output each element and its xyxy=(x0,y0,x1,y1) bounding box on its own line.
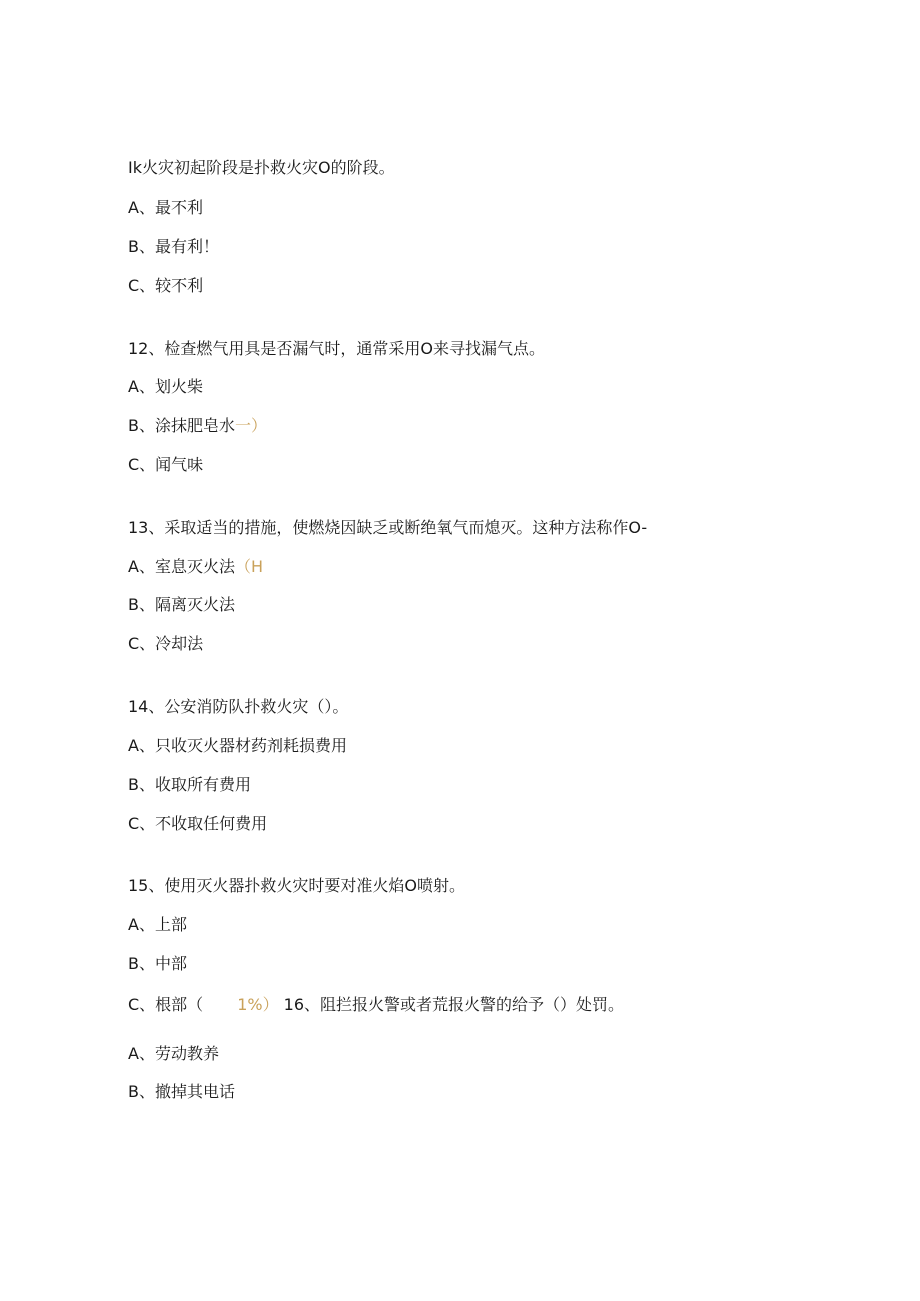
question-11-option-b: B、最有利！ xyxy=(128,237,219,256)
question-15-option-c-line xyxy=(128,995,624,1015)
question-12-option-b-line xyxy=(128,416,267,436)
question-14-stem: 14、公安消防队扑救火灾（）。 xyxy=(128,697,349,716)
question-12-option-b: B、涂抹肥皂水 xyxy=(128,416,235,435)
question-15-answer-mark: 1%） xyxy=(237,995,279,1014)
question-13-option-a: A、室息灭火法 xyxy=(128,557,235,576)
question-12-answer-mark: 一） xyxy=(234,416,267,435)
question-13-answer-mark: （H xyxy=(234,557,263,576)
question-11-option-a: A、最不利 xyxy=(128,198,203,217)
question-15-stem: 15、使用灭火器扑救火灾时要对准火焰O喷射。 xyxy=(128,876,465,895)
question-14-option-b: B、收取所有费用 xyxy=(128,775,251,794)
question-16-stem: 16、阻拦报火警或者荒报火警的给予（）处罚。 xyxy=(283,995,625,1014)
question-16-option-b: B、撤掉其电话 xyxy=(128,1082,235,1101)
question-12-option-c: C、闻气味 xyxy=(128,455,204,474)
question-13-option-b: B、隔离灭火法 xyxy=(128,595,235,614)
question-13-option-c: C、冷却法 xyxy=(128,634,204,653)
question-15-option-b: B、中部 xyxy=(128,954,187,973)
question-11-stem: Ik火灾初起阶段是扑救火灾O的阶段。 xyxy=(128,158,395,177)
question-16-option-a: A、劳动教养 xyxy=(128,1044,219,1063)
question-11-option-c: C、较不利 xyxy=(128,276,204,295)
question-13-option-a-line xyxy=(128,557,263,577)
question-15-option-a: A、上部 xyxy=(128,915,187,934)
question-14-option-a: A、只收灭火器材药剂耗损费用 xyxy=(128,736,347,755)
question-12-option-a: A、划火柴 xyxy=(128,377,203,396)
question-12-stem: 12、检查燃气用具是否漏气时，通常采用O来寻找漏气点。 xyxy=(128,339,545,358)
question-14-option-c: C、不收取任何费用 xyxy=(128,814,268,833)
question-13-stem: 13、采取适当的措施，使燃烧因缺乏或断绝氧气而熄灭。这种方法称作O- xyxy=(128,518,648,537)
question-15-option-c: C、根部（ xyxy=(128,995,204,1014)
